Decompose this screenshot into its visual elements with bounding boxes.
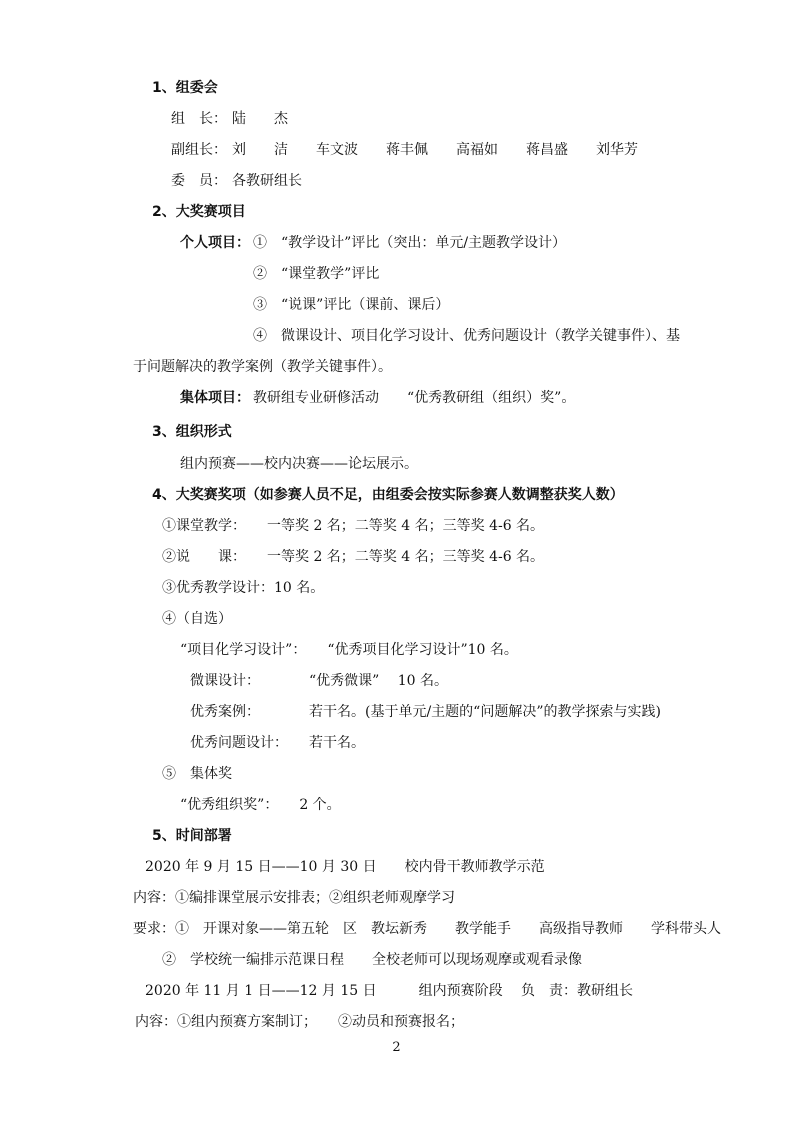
organization-form: 组内预赛——校内决赛——论坛展示。 xyxy=(180,456,418,472)
leader-label: 组 长： xyxy=(171,111,227,127)
section-4-heading: 4、大奖赛奖项（如参赛人员不足，由组委会按实际参赛人数调整获奖人数） xyxy=(152,487,624,503)
award-line: 优秀问题设计： 若干名。 xyxy=(190,735,365,751)
individual-label: 个人项目： xyxy=(180,235,250,251)
award-line: “优秀组织奖”： 2 个。 xyxy=(180,797,341,813)
schedule-line: 内容：①编排课堂展示安排表；②组织老师观摩学习 xyxy=(133,890,455,906)
award-line: 优秀案例： 若干名。(基于单元/主题的“问题解决”的教学探索与实践) xyxy=(190,704,661,720)
individual-item-4: ④ 微课设计、项目化学习设计、优秀问题设计（教学关键事件）、基 xyxy=(253,328,680,344)
individual-item-1: ① “教学设计”评比（突出：单元/主题教学设计） xyxy=(253,235,567,251)
deputy-names: 刘 洁 车文波 蒋丰佩 高福如 蒋昌盛 刘华芳 xyxy=(232,142,638,158)
member-names: 各教研组长 xyxy=(232,173,302,189)
section-1-heading: 1、组委会 xyxy=(152,80,218,96)
award-line: ⑤ 集体奖 xyxy=(162,766,232,782)
award-line: ①课堂教学： 一等奖 2 名；二等奖 4 名；三等奖 4-6 名。 xyxy=(162,518,545,534)
group-text: 教研组专业研修活动 “优秀教研组（组织）奖”。 xyxy=(253,390,576,406)
section-2-heading: 2、大奖赛项目 xyxy=(152,204,246,220)
deputy-label: 副组长： xyxy=(171,142,227,158)
member-label: 委 员： xyxy=(171,173,227,189)
section-5-heading: 5、时间部署 xyxy=(152,828,232,844)
page-number: 2 xyxy=(392,1040,401,1055)
group-label: 集体项目： xyxy=(180,390,250,406)
award-line: ③优秀教学设计：10 名。 xyxy=(162,580,325,596)
individual-item-2: ② “课堂教学”评比 xyxy=(253,266,380,282)
schedule-line: ② 学校统一编排示范课日程 全校老师可以现场观摩或观看录像 xyxy=(162,952,582,968)
individual-item-4-cont: 于问题解决的教学案例（教学关键事件）。 xyxy=(133,359,392,375)
individual-item-3: ③ “说课”评比（课前、课后） xyxy=(253,297,450,313)
schedule-line: 2020 年 11 月 1 日——12 月 15 日 组内预赛阶段 负 责：教研组长 xyxy=(145,983,634,999)
schedule-line: 2020 年 9 月 15 日——10 月 30 日 校内骨干教师教学示范 xyxy=(145,859,545,875)
award-line: “项目化学习设计”： “优秀项目化学习设计”10 名。 xyxy=(180,642,518,658)
section-3-heading: 3、组织形式 xyxy=(152,424,232,440)
schedule-line: 内容：①组内预赛方案制订； ②动员和预赛报名； xyxy=(135,1014,464,1030)
award-line: ④（自选） xyxy=(162,611,232,627)
schedule-line: 要求：① 开课对象——第五轮 区 教坛新秀 教学能手 高级指导教师 学科带头人 xyxy=(133,921,721,937)
award-line: ②说 课： 一等奖 2 名；二等奖 4 名；三等奖 4-6 名。 xyxy=(162,549,545,565)
leader-name: 陆 杰 xyxy=(232,111,288,127)
award-line: 微课设计： “优秀微课” 10 名。 xyxy=(190,673,449,689)
